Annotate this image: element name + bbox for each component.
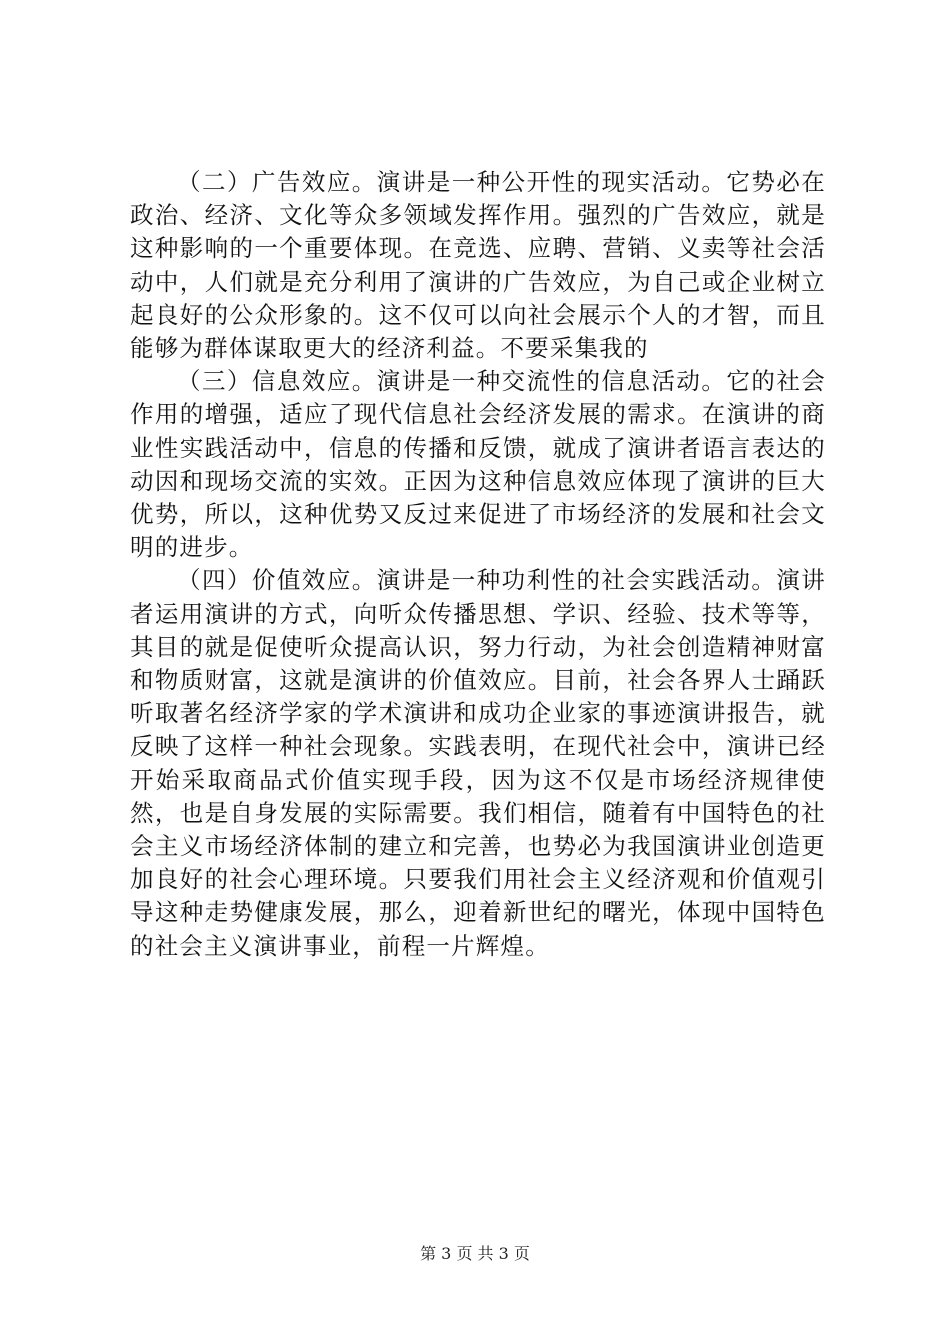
paragraph-value-effect: （四）价值效应。演讲是一种功利性的社会实践活动。演讲者运用演讲的方式，向听众传播思想、学识、经验、技术等等，其目的就是促使听众提高认识，努力行动，为社会创造精神财富和物质财富，这就是演讲的价值效应。目前，社会各界人士踊跃听取著名经济学家的学术演讲和成功企业家的事迹演讲报告，就反映了这样一种社会现象。实践表明，在现代社会中，演讲已经开始采取商品式价值实现手段，因为这不仅是市场经济规律使然，也是自身发展的实际需要。我们相信，随着有中国特色的社会主义市场经济体制的建立和完善，也势必为我国演讲业创造更加良好的社会心理环境。只要我们用社会主义经济观和价值观引导这种走势健康发展，那么，迎着新世纪的曙光，体现中国特色的社会主义演讲事业，前程一片辉煌。 [130,566,826,960]
paragraph-advertising-effect: （二）广告效应。演讲是一种公开性的现实活动。它势必在政治、经济、文化等众多领域发挥作用。强烈的广告效应，就是这种影响的一个重要体现。在竞选、应聘、营销、义卖等社会活动中，人们就是充分利用了演讲的广告效应，为自己或企业树立起良好的公众形象的。这不仅可以向社会展示个人的才智，而且能够为群体谋取更大的经济利益。不要采集我的 [130,168,826,363]
paragraph-information-effect: （三）信息效应。演讲是一种交流性的信息活动。它的社会作用的增强，适应了现代信息社会经济发展的需求。在演讲的商业性实践活动中，信息的传播和反馈，就成了演讲者语言表达的动因和现场交流的实效。正因为这种信息效应体现了演讲的巨大优势，所以，这种优势又反过来促进了市场经济的发展和社会文明的进步。 [130,367,826,562]
page-number-footer: 第 3 页 共 3 页 [420,1244,530,1263]
document-body [130,166,826,963]
